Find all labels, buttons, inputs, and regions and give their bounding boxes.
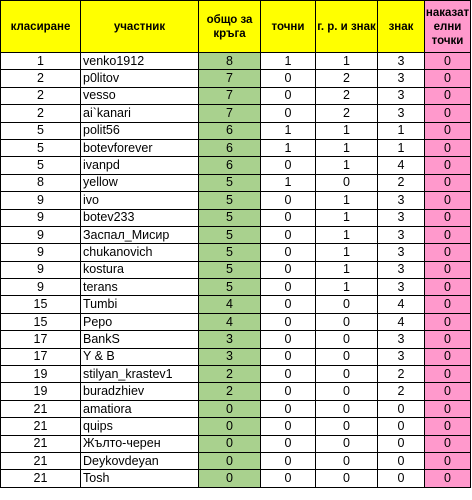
participant-header: участник — [81, 1, 199, 53]
participant-cell: kostura — [81, 261, 199, 278]
exact-cell: 1 — [261, 174, 316, 191]
goal-diff-sign-cell: 0 — [316, 313, 378, 330]
penalty-cell: 0 — [425, 383, 471, 400]
penalty-cell: 0 — [425, 452, 471, 469]
table-row — [1, 313, 471, 330]
participant-cell: Y & B — [81, 348, 199, 365]
table-row — [1, 157, 471, 174]
goal-diff-sign-cell: 0 — [316, 470, 378, 487]
rank-cell: 21 — [1, 418, 81, 435]
exact-cell: 0 — [261, 157, 316, 174]
participant-cell: stilyan_krastev1 — [81, 366, 199, 383]
rank-cell: 5 — [1, 139, 81, 156]
table-row — [1, 366, 471, 383]
rank-cell: 9 — [1, 209, 81, 226]
penalty-cell: 0 — [425, 139, 471, 156]
table-row — [1, 53, 471, 70]
total-header: общо за кръга — [199, 1, 261, 53]
table-row — [1, 331, 471, 348]
penalty-cell: 0 — [425, 70, 471, 87]
penalty-cell: 0 — [425, 209, 471, 226]
penalty-cell: 0 — [425, 244, 471, 261]
sign-cell: 3 — [378, 226, 425, 243]
rank-cell: 2 — [1, 70, 81, 87]
table-row — [1, 418, 471, 435]
goal-diff-sign-cell: 0 — [316, 452, 378, 469]
exact-cell: 0 — [261, 331, 316, 348]
total-cell: 2 — [199, 366, 261, 383]
sign-cell: 2 — [378, 174, 425, 191]
rank-cell: 2 — [1, 87, 81, 104]
goal-diff-sign-cell: 0 — [316, 383, 378, 400]
exact-cell: 1 — [261, 122, 316, 139]
total-cell: 3 — [199, 331, 261, 348]
goal-diff-sign-cell: 2 — [316, 87, 378, 104]
participant-cell: quips — [81, 418, 199, 435]
goal-diff-sign-cell: 2 — [316, 105, 378, 122]
table-row — [1, 244, 471, 261]
table-row — [1, 435, 471, 452]
total-cell: 3 — [199, 348, 261, 365]
total-cell: 7 — [199, 87, 261, 104]
participant-cell: Tosh — [81, 470, 199, 487]
goal-diff-sign-cell: 0 — [316, 331, 378, 348]
participant-cell: p0litov — [81, 70, 199, 87]
sign-cell: 1 — [378, 122, 425, 139]
sign-cell: 3 — [378, 261, 425, 278]
table-row — [1, 174, 471, 191]
penalty-cell: 0 — [425, 296, 471, 313]
penalty-cell: 0 — [425, 87, 471, 104]
rank-cell: 5 — [1, 122, 81, 139]
exact-cell: 0 — [261, 313, 316, 330]
sign-cell: 4 — [378, 157, 425, 174]
goal-diff-sign-cell: 1 — [316, 122, 378, 139]
exact-cell: 0 — [261, 226, 316, 243]
participant-cell: Tumbi — [81, 296, 199, 313]
penalty-cell: 0 — [425, 470, 471, 487]
penalty-cell: 0 — [425, 261, 471, 278]
participant-cell: Pepo — [81, 313, 199, 330]
rank-cell: 21 — [1, 452, 81, 469]
rank-cell: 21 — [1, 435, 81, 452]
exact-cell: 0 — [261, 296, 316, 313]
participant-cell: ivanpd — [81, 157, 199, 174]
goal-diff-sign-cell: 1 — [316, 244, 378, 261]
goal-diff-sign-cell: 1 — [316, 157, 378, 174]
goal-diff-sign-cell: 0 — [316, 174, 378, 191]
goal-diff-sign-cell: 0 — [316, 435, 378, 452]
exact-cell: 0 — [261, 366, 316, 383]
rank-cell: 9 — [1, 192, 81, 209]
participant-cell: chukanovich — [81, 244, 199, 261]
rank-cell: 5 — [1, 157, 81, 174]
total-cell: 5 — [199, 226, 261, 243]
penalty-cell: 0 — [425, 105, 471, 122]
exact-cell: 0 — [261, 192, 316, 209]
exact-cell: 0 — [261, 383, 316, 400]
sign-cell: 3 — [378, 53, 425, 70]
exact-cell: 0 — [261, 452, 316, 469]
exact-cell: 0 — [261, 105, 316, 122]
penalty-cell: 0 — [425, 400, 471, 417]
participant-cell: BankS — [81, 331, 199, 348]
participant-cell: Deykovdeyan — [81, 452, 199, 469]
goal-diff-sign-cell: 0 — [316, 348, 378, 365]
table-row — [1, 192, 471, 209]
participant-cell: ivo — [81, 192, 199, 209]
sign-cell: 3 — [378, 209, 425, 226]
rank-cell: 17 — [1, 331, 81, 348]
rank-cell: 15 — [1, 313, 81, 330]
exact-cell: 0 — [261, 435, 316, 452]
rank-cell: 9 — [1, 244, 81, 261]
penalty-cell: 0 — [425, 418, 471, 435]
sign-cell: 1 — [378, 139, 425, 156]
penalty-header: наказат елни точки — [425, 1, 471, 53]
total-cell: 6 — [199, 139, 261, 156]
penalty-cell: 0 — [425, 122, 471, 139]
sign-cell: 3 — [378, 192, 425, 209]
total-cell: 5 — [199, 209, 261, 226]
participant-cell: Жълто-черен — [81, 435, 199, 452]
participant-cell: botev233 — [81, 209, 199, 226]
sign-cell: 3 — [378, 348, 425, 365]
total-cell: 7 — [199, 105, 261, 122]
rank-cell: 21 — [1, 400, 81, 417]
penalty-cell: 0 — [425, 157, 471, 174]
goal-diff-sign-cell: 1 — [316, 279, 378, 296]
sign-cell: 3 — [378, 331, 425, 348]
participant-cell: ai`kanari — [81, 105, 199, 122]
total-cell: 0 — [199, 400, 261, 417]
penalty-cell: 0 — [425, 348, 471, 365]
rank-cell: 21 — [1, 470, 81, 487]
total-cell: 8 — [199, 53, 261, 70]
participant-cell: yellow — [81, 174, 199, 191]
rank-cell: 9 — [1, 226, 81, 243]
table-row — [1, 279, 471, 296]
table-row — [1, 209, 471, 226]
rank-cell: 1 — [1, 53, 81, 70]
exact-cell: 0 — [261, 418, 316, 435]
table-row — [1, 139, 471, 156]
rank-cell: 9 — [1, 261, 81, 278]
table-row — [1, 470, 471, 487]
total-cell: 0 — [199, 452, 261, 469]
table-row — [1, 122, 471, 139]
total-cell: 0 — [199, 418, 261, 435]
participant-cell: terans — [81, 279, 199, 296]
sign-cell: 2 — [378, 383, 425, 400]
table-row — [1, 400, 471, 417]
participant-cell: amatiora — [81, 400, 199, 417]
rank-cell: 9 — [1, 279, 81, 296]
total-cell: 2 — [199, 383, 261, 400]
total-cell: 6 — [199, 122, 261, 139]
rank-cell: 19 — [1, 383, 81, 400]
exact-cell: 0 — [261, 70, 316, 87]
sign-cell: 0 — [378, 400, 425, 417]
participant-cell: venko1912 — [81, 53, 199, 70]
sign-cell: 3 — [378, 105, 425, 122]
exact-cell: 0 — [261, 279, 316, 296]
penalty-cell: 0 — [425, 313, 471, 330]
exact-cell: 0 — [261, 87, 316, 104]
table-row — [1, 383, 471, 400]
table-row — [1, 452, 471, 469]
standings-body — [1, 53, 471, 488]
table-row — [1, 70, 471, 87]
sign-cell: 0 — [378, 435, 425, 452]
total-cell: 6 — [199, 157, 261, 174]
penalty-cell: 0 — [425, 174, 471, 191]
exact-cell: 0 — [261, 209, 316, 226]
table-row — [1, 105, 471, 122]
goal-diff-sign-cell: 2 — [316, 70, 378, 87]
goal-diff-sign-cell: 0 — [316, 366, 378, 383]
table-row — [1, 261, 471, 278]
table-row — [1, 87, 471, 104]
rank-cell: 2 — [1, 105, 81, 122]
goal-diff-sign-cell: 1 — [316, 139, 378, 156]
total-cell: 5 — [199, 174, 261, 191]
table-row — [1, 348, 471, 365]
total-cell: 0 — [199, 435, 261, 452]
rank-cell: 17 — [1, 348, 81, 365]
exact-cell: 0 — [261, 400, 316, 417]
sign-cell: 3 — [378, 279, 425, 296]
total-cell: 4 — [199, 313, 261, 330]
goal-diff-sign-cell: 1 — [316, 261, 378, 278]
table-row — [1, 226, 471, 243]
goal-diff-sign-cell: 1 — [316, 226, 378, 243]
total-cell: 5 — [199, 261, 261, 278]
sign-cell: 3 — [378, 87, 425, 104]
sign-cell: 0 — [378, 470, 425, 487]
penalty-cell: 0 — [425, 435, 471, 452]
goal-diff-sign-cell: 0 — [316, 296, 378, 313]
exact-cell: 0 — [261, 470, 316, 487]
table-row — [1, 296, 471, 313]
total-cell: 7 — [199, 70, 261, 87]
exact-header: точни — [261, 1, 316, 53]
rank-cell: 8 — [1, 174, 81, 191]
penalty-cell: 0 — [425, 192, 471, 209]
participant-cell: polit56 — [81, 122, 199, 139]
penalty-cell: 0 — [425, 226, 471, 243]
goal-diff-sign-cell: 1 — [316, 53, 378, 70]
exact-cell: 0 — [261, 348, 316, 365]
goal-diff-sign-cell: 0 — [316, 400, 378, 417]
penalty-cell: 0 — [425, 366, 471, 383]
exact-cell: 1 — [261, 139, 316, 156]
participant-cell: botevforever — [81, 139, 199, 156]
goal-diff-sign-cell: 1 — [316, 209, 378, 226]
total-cell: 5 — [199, 279, 261, 296]
total-cell: 4 — [199, 296, 261, 313]
participant-cell: Заспал_Мисир — [81, 226, 199, 243]
exact-cell: 0 — [261, 244, 316, 261]
exact-cell: 0 — [261, 261, 316, 278]
goal-diff-sign-cell: 0 — [316, 418, 378, 435]
sign-cell: 3 — [378, 70, 425, 87]
total-cell: 0 — [199, 470, 261, 487]
penalty-cell: 0 — [425, 279, 471, 296]
exact-cell: 1 — [261, 53, 316, 70]
goal-diff-sign-cell: 1 — [316, 192, 378, 209]
participant-cell: buradzhiev — [81, 383, 199, 400]
goal-diff-sign-header: г. р. и знак — [316, 1, 378, 53]
sign-header: знак — [378, 1, 425, 53]
rank-cell: 19 — [1, 366, 81, 383]
rank-header: класиране — [1, 1, 81, 53]
sign-cell: 3 — [378, 244, 425, 261]
header-row — [1, 1, 471, 53]
sign-cell: 4 — [378, 296, 425, 313]
sign-cell: 0 — [378, 452, 425, 469]
sign-cell: 0 — [378, 418, 425, 435]
participant-cell: vesso — [81, 87, 199, 104]
sign-cell: 2 — [378, 366, 425, 383]
sign-cell: 4 — [378, 313, 425, 330]
penalty-cell: 0 — [425, 331, 471, 348]
penalty-cell: 0 — [425, 53, 471, 70]
rank-cell: 15 — [1, 296, 81, 313]
total-cell: 5 — [199, 192, 261, 209]
total-cell: 5 — [199, 244, 261, 261]
